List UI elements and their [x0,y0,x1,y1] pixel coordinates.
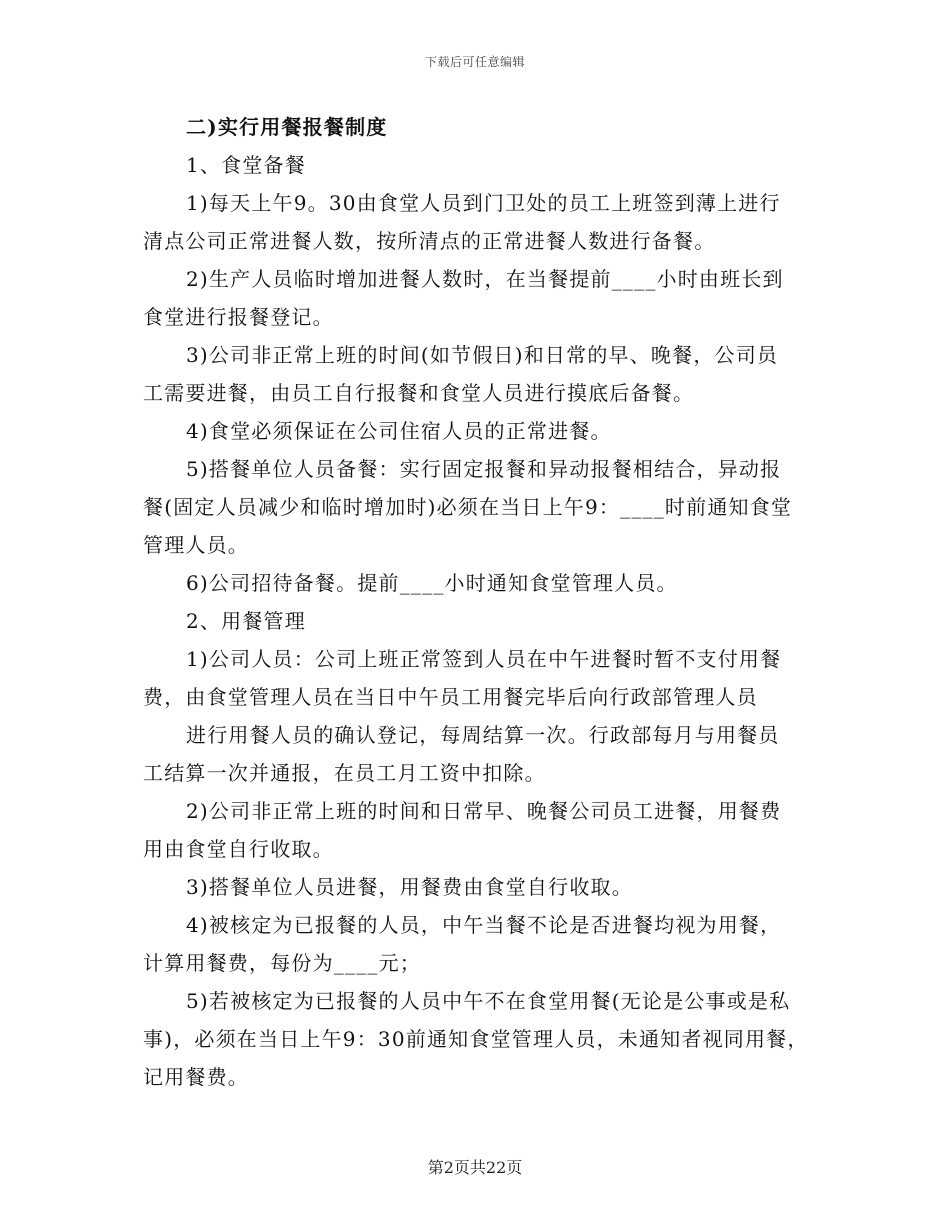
paragraph-line: 事)，必须在当日上午9：30前通知食堂管理人员，未通知者视同用餐， [143,1027,809,1051]
paragraph-line: 1)公司人员：公司上班正常签到人员在中午进餐时暂不支付用餐 [186,647,782,671]
paragraph-line: 用由食堂自行收取。 [143,837,334,861]
section-heading: 二)实行用餐报餐制度 [186,115,388,139]
paragraph-line: 5)搭餐单位人员备餐：实行固定报餐和异动报餐相结合，异动报 [186,457,782,481]
document-body [143,108,808,1096]
paragraph-line: 清点公司正常进餐人数，按所清点的正常进餐人数进行备餐。 [143,229,716,253]
paragraph-line: 记用餐费。 [143,1065,249,1089]
paragraph-line: 餐(固定人员减少和临时增加时)必须在当日上午9：____时前通知食堂 [143,495,793,519]
paragraph-line: 工结算一次并通报，在员工月工资中扣除。 [143,761,546,785]
paragraph-line: 6)公司招待备餐。提前____小时通知食堂管理人员。 [186,571,678,595]
subsection-heading: 2、用餐管理 [186,609,306,633]
paragraph-line: 计算用餐费，每份为____元； [143,951,421,975]
paragraph-line: 1)每天上午9。30由食堂人员到门卫处的员工上班签到薄上进行 [186,191,781,215]
paragraph-line: 管理人员。 [143,533,249,557]
paragraph-line: 4)被核定为已报餐的人员，中午当餐不论是否进餐均视为用餐， [186,913,782,937]
page-number: 第2页共22页 [427,1158,523,1177]
paragraph-line: 5)若被核定为已报餐的人员中午不在食堂用餐(无论是公事或是私 [186,989,791,1013]
paragraph-line: 费，由食堂管理人员在当日中午员工用餐完毕后向行政部管理人员 [143,685,758,709]
subsection-heading: 1、食堂备餐 [186,153,306,177]
page-header-note: 下载后可任意编辑 [424,55,525,69]
paragraph-line: 3)公司非正常上班的时间(如节假日)和日常的早、晚餐，公司员 [186,343,779,367]
paragraph-line: 2)公司非正常上班的时间和日常早、晚餐公司员工进餐，用餐费 [186,799,782,823]
paragraph-line: 4)食堂必须保证在公司住宿人员的正常进餐。 [186,419,612,443]
paragraph-line: 进行用餐人员的确认登记，每周结算一次。行政部每月与用餐员 [186,723,780,747]
paragraph-line: 工需要进餐，由员工自行报餐和食堂人员进行摸底后备餐。 [143,381,695,405]
paragraph-line: 2)生产人员临时增加进餐人数时，在当餐提前____小时由班长到 [186,267,784,291]
paragraph-line: 3)搭餐单位人员进餐，用餐费由食堂自行收取。 [186,875,633,899]
paragraph-line: 食堂进行报餐登记。 [143,305,334,329]
